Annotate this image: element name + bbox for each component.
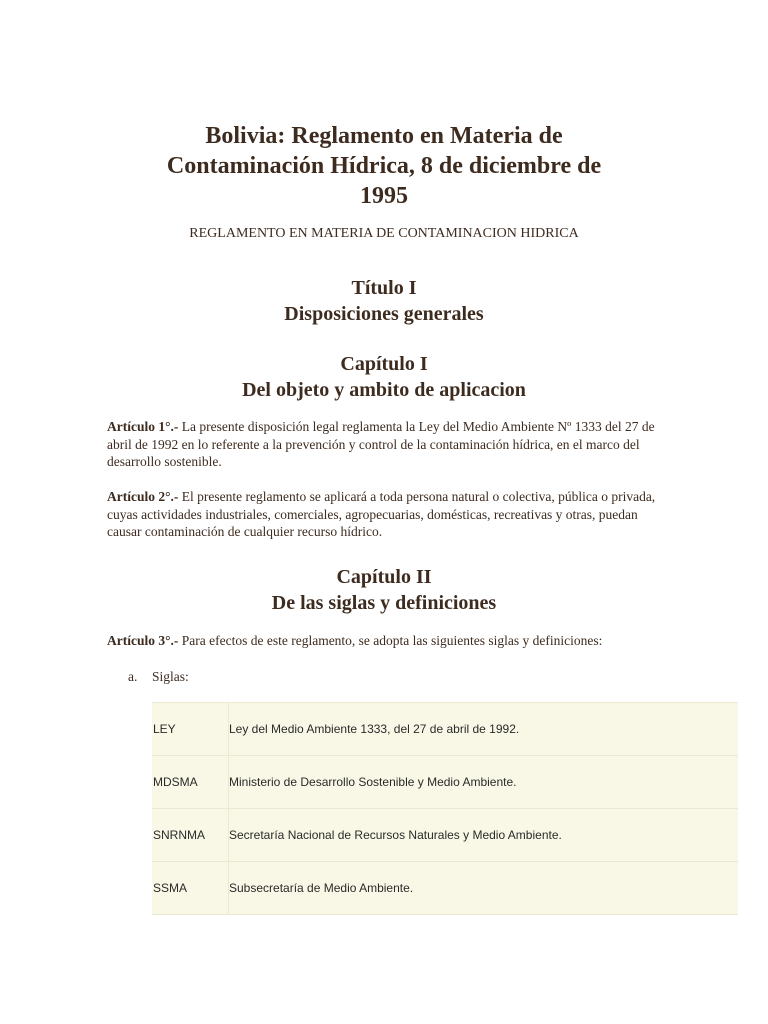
titulo-label: Título I — [351, 277, 417, 299]
list-item-siglas — [128, 668, 189, 685]
siglas-table — [152, 702, 738, 915]
list-item-label: Siglas: — [152, 669, 189, 684]
capitulo-2-label: Capítulo II — [336, 566, 432, 588]
sigla-abbr: LEY — [152, 703, 229, 756]
document-title: Bolivia: Reglamento en Materia de Contaminación Hídrica, 8 de diciembre de 1995 — [166, 123, 602, 209]
titulo-name: Disposiciones generales — [284, 303, 484, 325]
sigla-definition: Ley del Medio Ambiente 1333, del 27 de abril de 1992. — [229, 703, 739, 756]
articulo-1 — [107, 418, 662, 471]
sigla-abbr: SNRNMA — [152, 809, 229, 862]
capitulo-1-name: Del objeto y ambito de aplicacion — [242, 379, 526, 401]
capitulo-1-label: Capítulo I — [340, 353, 428, 375]
sigla-definition: Ministerio de Desarrollo Sostenible y Medio Ambiente. — [229, 756, 739, 809]
articulo-1-label: Artículo 1°.- — [107, 419, 179, 434]
table-row — [152, 809, 738, 862]
table-row — [152, 862, 738, 915]
table-row — [152, 703, 738, 756]
document-subtitle: REGLAMENTO EN MATERIA DE CONTAMINACION HIDRICA — [189, 226, 579, 241]
articulo-3 — [107, 632, 662, 650]
articulo-3-text: Para efectos de este reglamento, se adopta las siguientes siglas y definiciones: — [178, 633, 603, 648]
articulo-3-label: Artículo 3°.- — [107, 633, 179, 648]
list-marker: a. — [128, 669, 138, 684]
capitulo-1-heading — [100, 351, 668, 403]
articulo-1-text: La presente disposición legal reglamenta la Ley del Medio Ambiente Nº 1333 del 27 de abril de 1992 en lo referente a la prevención y control de la contaminación hídrica, en el marco del desarrollo sostenible. — [107, 419, 655, 469]
capitulo-2-heading — [100, 564, 668, 616]
articulo-2 — [107, 488, 662, 541]
table-row — [152, 756, 738, 809]
sigla-abbr: MDSMA — [152, 756, 229, 809]
titulo-heading — [100, 275, 668, 327]
articulo-2-text: El presente reglamento se aplicará a toda persona natural o colectiva, pública o privada, cuyas actividades industriales, comerciales, agropecuarias, domésticas, recreativas y otras, puedan causar contaminación de cualquier recurso hídrico. — [107, 489, 656, 539]
sigla-definition: Secretaría Nacional de Recursos Naturales y Medio Ambiente. — [229, 809, 739, 862]
capitulo-2-name: De las siglas y definiciones — [271, 592, 497, 614]
articulo-2-label: Artículo 2°.- — [107, 489, 179, 504]
sigla-definition: Subsecretaría de Medio Ambiente. — [229, 862, 739, 915]
sigla-abbr: SSMA — [152, 862, 229, 915]
